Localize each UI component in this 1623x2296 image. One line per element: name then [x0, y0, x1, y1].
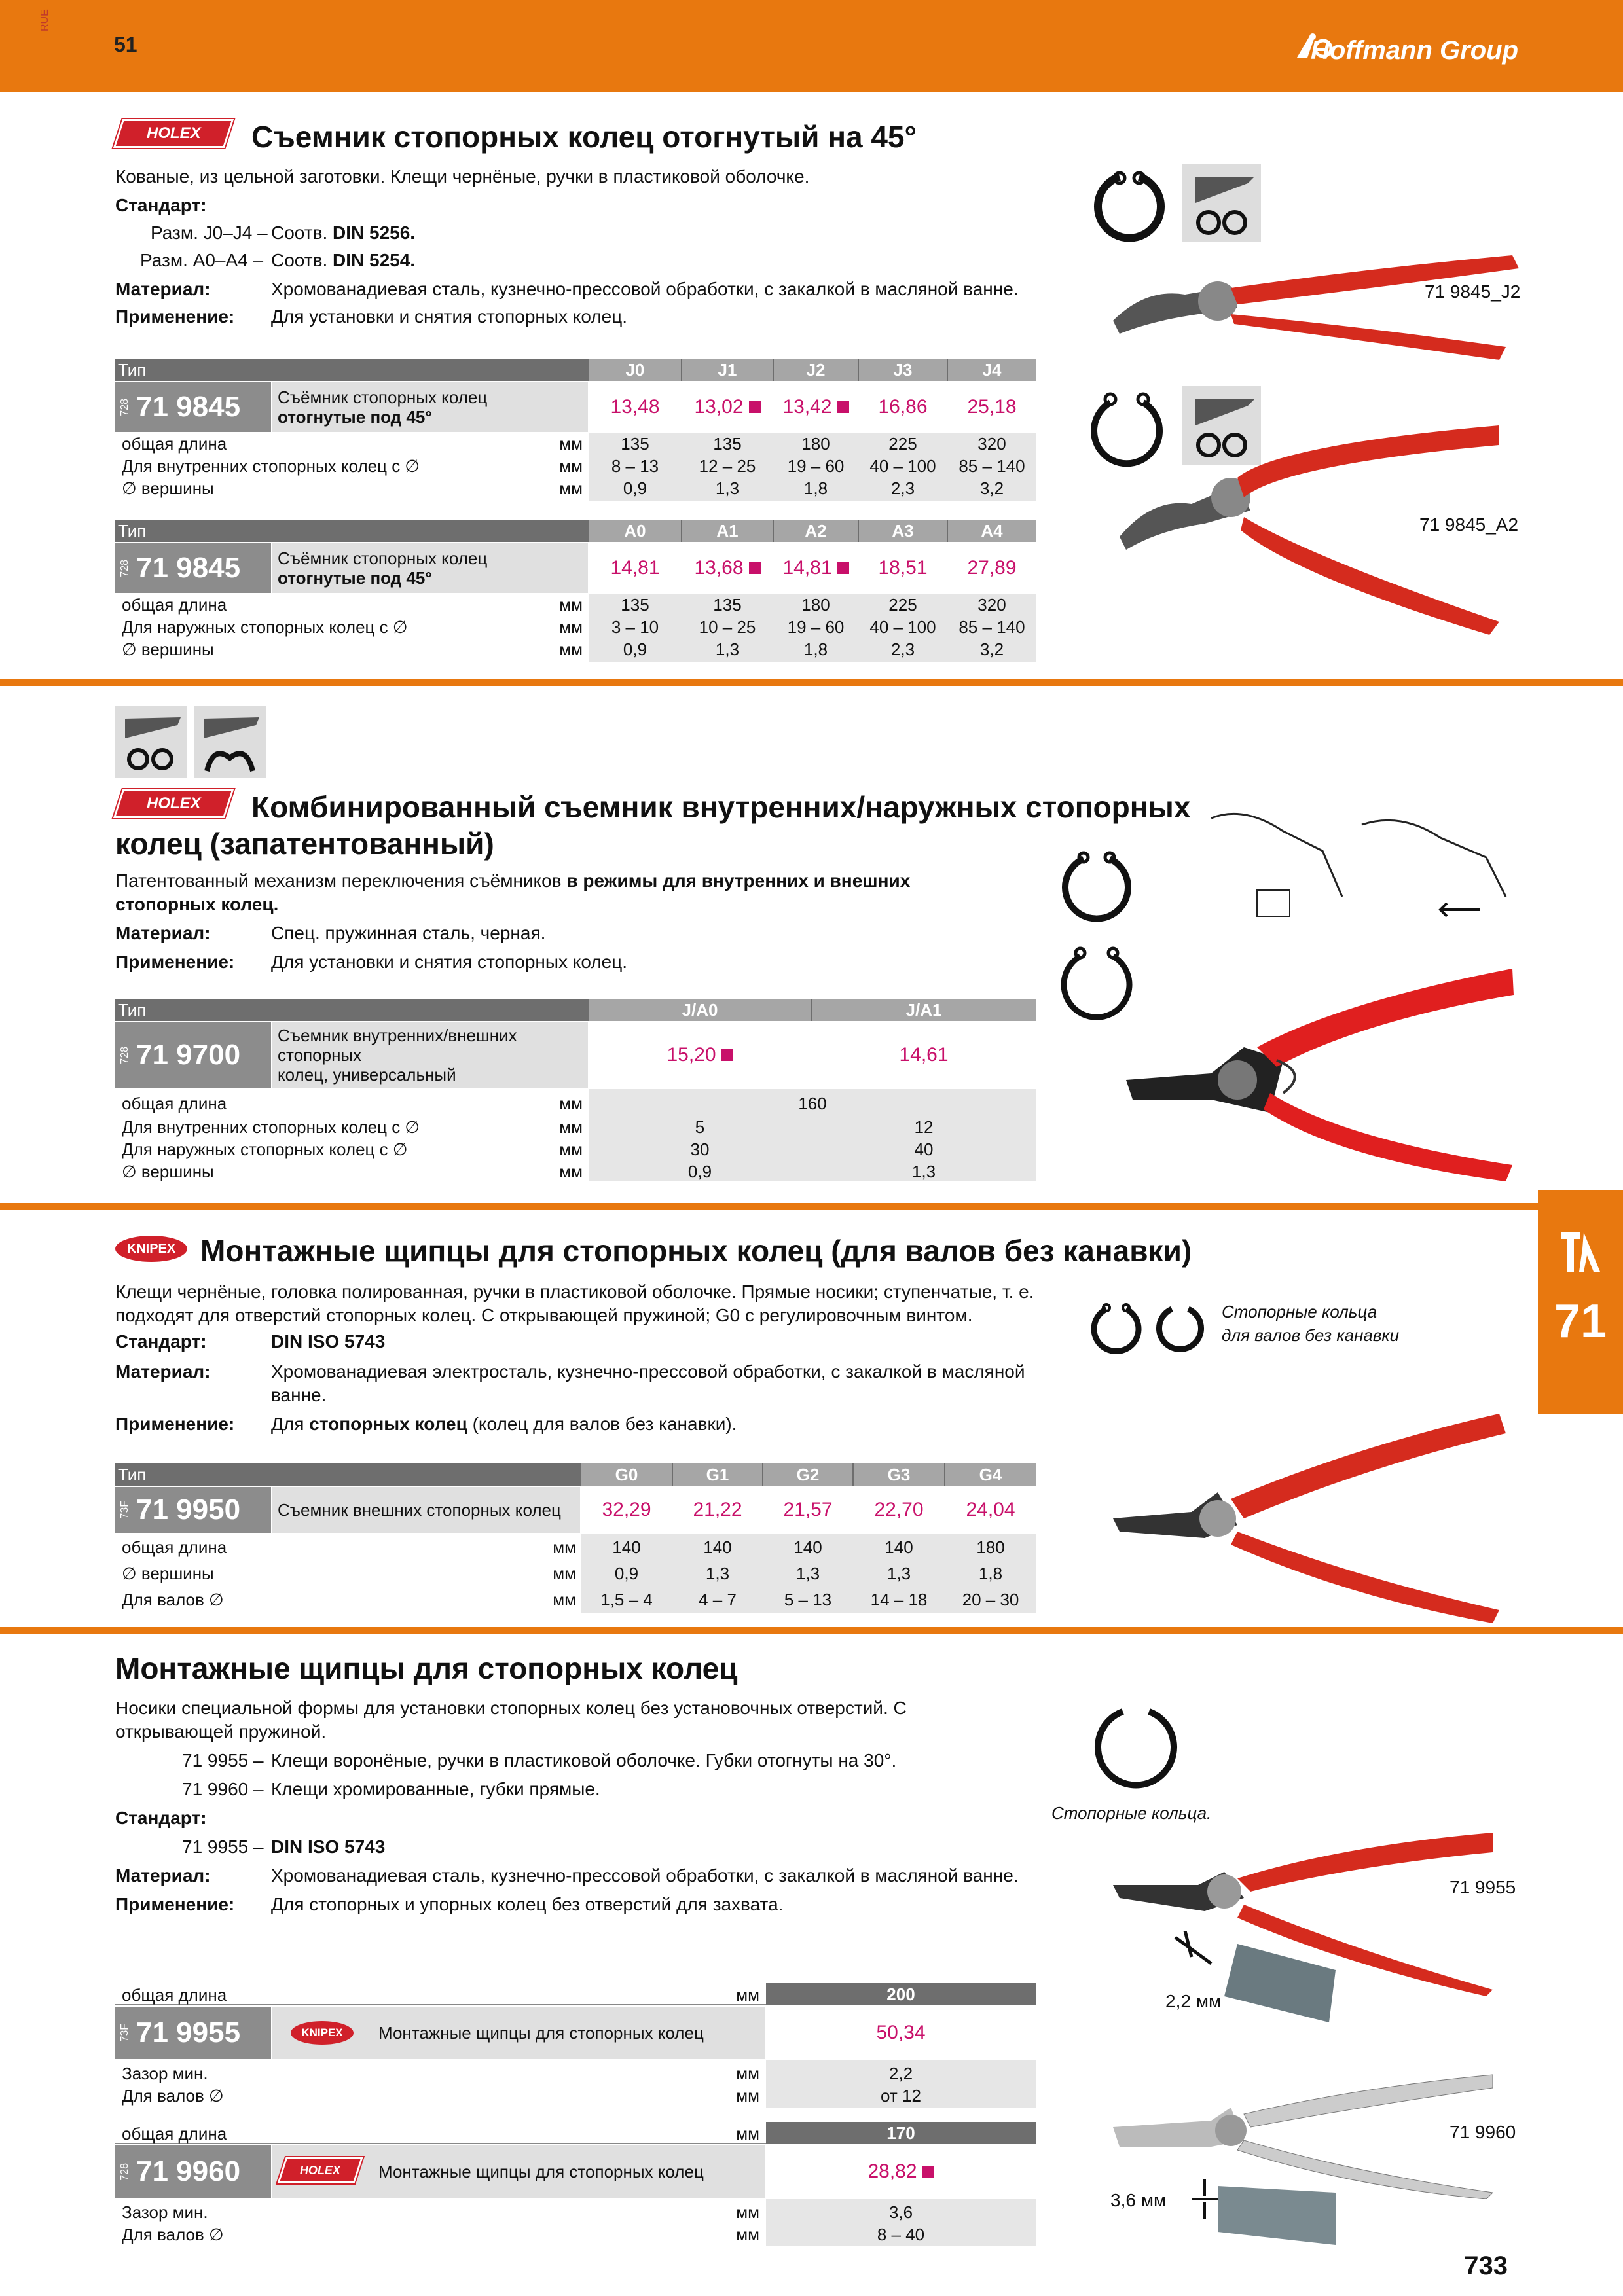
row-unit: мм	[553, 1564, 576, 1583]
plier-tip-diagram-icon	[1182, 164, 1261, 242]
row-unit: мм	[559, 1117, 583, 1137]
catalog-section-number: 51	[114, 33, 137, 56]
pliers-category-icon	[1558, 1229, 1603, 1275]
holex-logo: HOLEX	[113, 119, 234, 148]
section-title: Монтажные щипцы для стопорных колец	[115, 1651, 738, 1685]
cell-value: 180	[801, 434, 830, 454]
cell-value: 4 – 7	[699, 1590, 737, 1609]
cell-value: 1,3	[886, 1564, 911, 1583]
cell-value: 10 – 25	[699, 617, 756, 637]
article-description-text: Монтажные щипцы для стопорных колец	[378, 2162, 704, 2181]
cell-value: 140	[793, 1537, 822, 1557]
row-unit: мм	[736, 2064, 759, 2083]
cell-value: 135	[621, 595, 649, 615]
type-label: Тип	[118, 1464, 147, 1484]
application-text: Для стопорных и упорных колец без отверстий для захвата.	[271, 1894, 784, 1914]
chapter-number: 71	[1554, 1295, 1607, 1348]
type-label: Тип	[118, 520, 147, 541]
standard-label: Стандарт:	[115, 1808, 207, 1828]
usage-illustration	[1205, 798, 1512, 923]
cell-value: 1,3	[715, 478, 740, 498]
row-unit: мм	[559, 456, 583, 476]
row-label: общая длина	[122, 2124, 227, 2144]
cell-value: 3,2	[979, 478, 1004, 498]
application-label: Применение:	[115, 952, 235, 972]
availability-square-icon	[749, 562, 761, 574]
row-label: ∅ вершины	[122, 1162, 214, 1181]
price: 22,70	[874, 1499, 924, 1520]
ring-icon	[1087, 1702, 1178, 1793]
cell-value: 225	[888, 434, 917, 454]
plier-j2-image	[1106, 249, 1525, 373]
image-caption: для валов без канавки	[1222, 1325, 1400, 1345]
price: 24,04	[966, 1499, 1015, 1520]
cell-value: 160	[798, 1094, 827, 1113]
material-text: Спец. пружинная сталь, черная.	[271, 923, 546, 943]
cell-value: 8 – 13	[611, 456, 659, 476]
cell-value: 1,8	[803, 639, 828, 659]
section-title: Съемник стопорных колец отогнутый на 45°	[251, 120, 917, 154]
knipex-logo: KNIPEX	[291, 2021, 354, 2045]
material-text: Хромованадиевая сталь, кузнечно-прессовой обработки, с закалкой в масляной ванне.	[271, 279, 1019, 299]
price: 18,51	[878, 557, 928, 579]
cell-value: 140	[612, 1537, 641, 1557]
standard-text: Соотв. DIN 5254.	[271, 250, 416, 270]
article-description: Съемник внутренних/внешних стопорных колец, универсальный	[272, 1022, 588, 1088]
row-unit: мм	[559, 1094, 583, 1113]
column-header: J0	[589, 359, 681, 381]
standard-prefix: Разм. J0–J4 –	[151, 223, 268, 243]
section-intro: Патентованный механизм переключения съёмников в режимы для внутренних и внешних	[115, 870, 911, 891]
cell-value: 135	[713, 434, 742, 454]
variant-code: 71 9955 –	[182, 1750, 264, 1770]
row-label: общая длина	[122, 1985, 227, 2005]
brand-name: Hoffmann Group	[1310, 36, 1518, 65]
cell-value: 1,8	[978, 1564, 1003, 1583]
gap-label: 2,2 мм	[1165, 1991, 1222, 2011]
standard-text: DIN ISO 5743	[271, 1837, 386, 1857]
column-header: G2	[763, 1463, 852, 1486]
column-header: J/A1	[812, 999, 1036, 1021]
knipex-logo: KNIPEX	[115, 1236, 187, 1262]
standard-prefix: Разм. A0–A4 –	[140, 250, 264, 270]
column-header: 200	[766, 1983, 1036, 2005]
cell-value: 40 – 100	[869, 617, 936, 637]
cell-value: 180	[801, 595, 830, 615]
cell-value: 320	[977, 434, 1006, 454]
row-label: Для внутренних стопорных колец с ∅	[122, 456, 420, 476]
section-intro: стопорных колец.	[115, 894, 279, 914]
row-unit: мм	[553, 1590, 576, 1609]
article-code: 73F 71 9950	[115, 1487, 271, 1533]
cell-value: 0,9	[623, 478, 647, 498]
cell-value: 19 – 60	[787, 456, 845, 476]
row-label: общая длина	[122, 1094, 227, 1113]
cell-value: 5 – 13	[784, 1590, 832, 1609]
material-text: ванне.	[271, 1385, 327, 1405]
price: 13,42	[774, 382, 858, 432]
knipex-plier-image	[1106, 1401, 1512, 1623]
cell-value: 12 – 25	[699, 456, 756, 476]
cell-value: 3 – 10	[611, 617, 659, 637]
row-unit: мм	[736, 1985, 759, 2005]
cell-value: 30	[690, 1139, 710, 1159]
application-text: Для установки и снятия стопорных колец.	[271, 952, 628, 972]
cell-value: 1,3	[705, 1564, 730, 1583]
article-code: 728 71 9845	[115, 382, 271, 432]
column-header: G4	[945, 1463, 1036, 1486]
tip-detail-image	[1178, 2160, 1342, 2258]
price: 32,29	[602, 1499, 651, 1520]
catalog-chapter-tab	[1538, 1190, 1623, 1414]
row-unit: мм	[559, 595, 583, 615]
column-header: J2	[774, 359, 858, 381]
price: 15,20	[589, 1022, 811, 1088]
column-header: A4	[948, 520, 1036, 542]
article-description: Съёмник стопорных колец отогнутые под 45°	[272, 543, 588, 593]
row-label: Для наружных стопорных колец с ∅	[122, 617, 408, 637]
availability-square-icon	[837, 401, 849, 413]
row-label: Для валов ∅	[122, 1590, 224, 1609]
section-intro: Клещи чернёные, головка полированная, ручки в пластиковой оболочке. Прямые носики; ступенчатые, т. е.	[115, 1282, 1034, 1302]
price: 14,61	[899, 1044, 949, 1066]
column-header: J3	[859, 359, 947, 381]
material-label: Материал:	[115, 923, 211, 943]
article-code: 728 71 9700	[115, 1022, 271, 1088]
price: 27,89	[967, 557, 1017, 579]
cell-value: 85 – 140	[958, 456, 1025, 476]
cell-value: 2,3	[890, 478, 915, 498]
cell-value: 135	[713, 595, 742, 615]
cell-value: 40 – 100	[869, 456, 936, 476]
cell-value: 0,9	[614, 1564, 639, 1583]
cell-value: 140	[884, 1537, 913, 1557]
availability-square-icon	[922, 2166, 934, 2178]
material-text: Хромованадиевая электросталь, кузнечно-прессовой обработки, с закалкой в масляной	[271, 1361, 1025, 1382]
standard-text: Соотв. DIN 5256.	[271, 223, 416, 243]
cell-value: 1,8	[803, 478, 828, 498]
column-header: J1	[682, 359, 773, 381]
application-label: Применение:	[115, 1414, 235, 1434]
price: 28,82	[766, 2145, 1036, 2198]
cell-value: 8 – 40	[877, 2225, 925, 2244]
row-label: ∅ вершины	[122, 478, 214, 498]
variant-text: Клещи воронёные, ручки в пластиковой оболочке. Губки отогнуты на 30°.	[271, 1750, 897, 1770]
row-label: Для валов ∅	[122, 2225, 224, 2244]
article-description-text: Монтажные щипцы для стопорных колец	[378, 2023, 704, 2043]
internal-ring-icon	[1087, 164, 1172, 249]
availability-square-icon	[721, 1049, 733, 1061]
section-divider	[0, 1627, 1623, 1634]
cell-value: 0,9	[623, 639, 647, 659]
ring-icon	[1152, 1300, 1209, 1359]
row-unit: мм	[559, 639, 583, 659]
price: 16,86	[878, 396, 928, 418]
application-text: Для стопорных колец (колец для валов без канавки).	[271, 1414, 737, 1434]
cell-value: 1,3	[795, 1564, 820, 1583]
material-text: Хромованадиевая сталь, кузнечно-прессовой обработки, с закалкой в масляной ванне.	[271, 1865, 1019, 1886]
column-header: J/A0	[589, 999, 811, 1021]
row-label: Для валов ∅	[122, 2086, 224, 2106]
variant-code: 71 9955 –	[182, 1837, 264, 1857]
row-unit: мм	[559, 1139, 583, 1159]
row-label: общая длина	[122, 595, 227, 615]
variant-code: 71 9960 –	[182, 1779, 264, 1799]
gap-label: 3,6 мм	[1110, 2190, 1167, 2210]
row-unit: мм	[736, 2202, 759, 2222]
article-code: 728 71 9845	[115, 543, 271, 593]
section-divider	[0, 1203, 1539, 1210]
cell-value: 225	[888, 595, 917, 615]
section-title: Монтажные щипцы для стопорных колец (для валов без канавки)	[200, 1234, 1192, 1268]
tip-detail-image	[1172, 1931, 1342, 2036]
plier-tip-diagram-icon	[194, 706, 266, 778]
standard-text: DIN ISO 5743	[271, 1331, 386, 1352]
column-header: A2	[774, 520, 858, 542]
section-intro: Носики специальной формы для установки стопорных колец без установочных отверстий. С	[115, 1698, 907, 1718]
section-title: колец (запатентованный)	[115, 827, 494, 861]
availability-square-icon	[749, 401, 761, 413]
cell-value: от 12	[881, 2086, 921, 2106]
row-unit: мм	[553, 1537, 576, 1557]
column-header: A0	[589, 520, 681, 542]
price: 21,22	[693, 1499, 742, 1520]
cell-value: 20 – 30	[962, 1590, 1019, 1609]
row-unit: мм	[736, 2124, 759, 2144]
cell-value: 3,6	[888, 2202, 913, 2222]
article-description: Съемник внешних стопорных колец	[272, 1487, 580, 1533]
price: 14,81	[610, 557, 660, 579]
cell-value: 3,2	[979, 639, 1004, 659]
article-code: 73F 71 9955	[115, 2007, 271, 2059]
column-header: G1	[673, 1463, 762, 1486]
image-caption: 71 9845_J2	[1425, 281, 1521, 302]
image-caption: 71 9955	[1450, 1877, 1516, 1897]
cell-value: 2,3	[890, 639, 915, 659]
row-unit: мм	[736, 2225, 759, 2244]
holex-logo: HOLEX	[278, 2157, 363, 2183]
row-label: Для наружных стопорных колец с ∅	[122, 1139, 408, 1159]
cell-value: 1,5 – 4	[600, 1590, 653, 1609]
article-code: 728 71 9960	[115, 2145, 271, 2198]
price: 25,18	[967, 396, 1017, 418]
row-label: общая длина	[122, 1537, 227, 1557]
type-label: Тип	[118, 359, 147, 380]
image-caption: Стопорные кольца	[1222, 1302, 1377, 1321]
column-header: J4	[948, 359, 1036, 381]
cell-value: 14 – 18	[870, 1590, 928, 1609]
cell-value: 19 – 60	[787, 617, 845, 637]
material-label: Материал:	[115, 279, 211, 299]
price: 21,57	[783, 1499, 833, 1520]
cell-value: 1,3	[715, 639, 740, 659]
row-label: Зазор мин.	[122, 2202, 208, 2222]
column-header: A3	[859, 520, 947, 542]
section-divider	[0, 679, 1623, 686]
plier-tip-diagram-icon	[115, 706, 187, 778]
cell-value: 135	[621, 434, 649, 454]
price: 13,48	[610, 396, 660, 418]
column-header: G0	[581, 1463, 672, 1486]
row-unit: мм	[559, 1162, 583, 1181]
section-title: Комбинированный съемник внутренних/наружных стопорных	[251, 790, 1191, 824]
material-label: Материал:	[115, 1361, 211, 1382]
page-number: 733	[1464, 2251, 1508, 2280]
holex-logo: HOLEX	[113, 789, 234, 818]
variant-text: Клещи хромированные, губки прямые.	[271, 1779, 600, 1799]
row-label: Для внутренних стопорных колец с ∅	[122, 1117, 420, 1137]
article-description: Съёмник стопорных колец отогнутые под 45°	[272, 382, 588, 432]
column-header: A1	[682, 520, 773, 542]
standard-label: Стандарт:	[115, 1331, 207, 1352]
ring-icon	[1087, 1300, 1146, 1359]
row-label: ∅ вершины	[122, 639, 214, 659]
row-unit: мм	[559, 478, 583, 498]
price: 13,68	[682, 543, 773, 593]
section-intro: открывающей пружиной.	[115, 1721, 327, 1742]
standard-label: Стандарт:	[115, 195, 207, 215]
internal-ring-icon	[1054, 844, 1139, 929]
cell-value: 140	[703, 1537, 732, 1557]
availability-square-icon	[837, 562, 849, 574]
image-caption: 71 9960	[1450, 2122, 1516, 2142]
image-caption: Стопорные кольца.	[1051, 1803, 1212, 1823]
cell-value: 0,9	[687, 1162, 712, 1181]
material-label: Материал:	[115, 1865, 211, 1886]
row-label: ∅ вершины	[122, 1564, 214, 1583]
cell-value: 12	[914, 1117, 934, 1137]
language-code: RUE	[39, 9, 50, 31]
cell-value: 1,3	[911, 1162, 936, 1181]
section-intro: подходят для отверстий стопорных колец. С открывающей пружиной; G0 с регулировочным винтом.	[115, 1305, 973, 1325]
row-unit: мм	[559, 617, 583, 637]
cell-value: 5	[695, 1117, 705, 1137]
cell-value: 320	[977, 595, 1006, 615]
cell-value: 180	[976, 1537, 1005, 1557]
price: 50,34	[876, 2022, 926, 2043]
row-label: общая длина	[122, 434, 227, 454]
row-unit: мм	[736, 2086, 759, 2106]
row-label: Зазор мин.	[122, 2064, 208, 2083]
price: 13,02	[682, 382, 773, 432]
image-caption: 71 9845_A2	[1419, 514, 1519, 535]
price: 14,81	[774, 543, 858, 593]
cell-value: 85 – 140	[958, 617, 1025, 637]
row-unit: мм	[559, 434, 583, 454]
section-intro: Кованые, из цельной заготовки. Клещи чернёные, ручки в пластиковой оболочке.	[115, 166, 810, 187]
cell-value: 2,2	[888, 2064, 913, 2083]
application-text: Для установки и снятия стопорных колец.	[271, 306, 628, 327]
combined-plier-image	[1113, 942, 1519, 1185]
type-label: Тип	[118, 999, 147, 1020]
application-label: Применение:	[115, 1894, 235, 1914]
cell-value: 40	[914, 1139, 934, 1159]
column-header: G3	[854, 1463, 944, 1486]
application-label: Применение:	[115, 306, 235, 327]
column-header: 170	[766, 2122, 1036, 2144]
